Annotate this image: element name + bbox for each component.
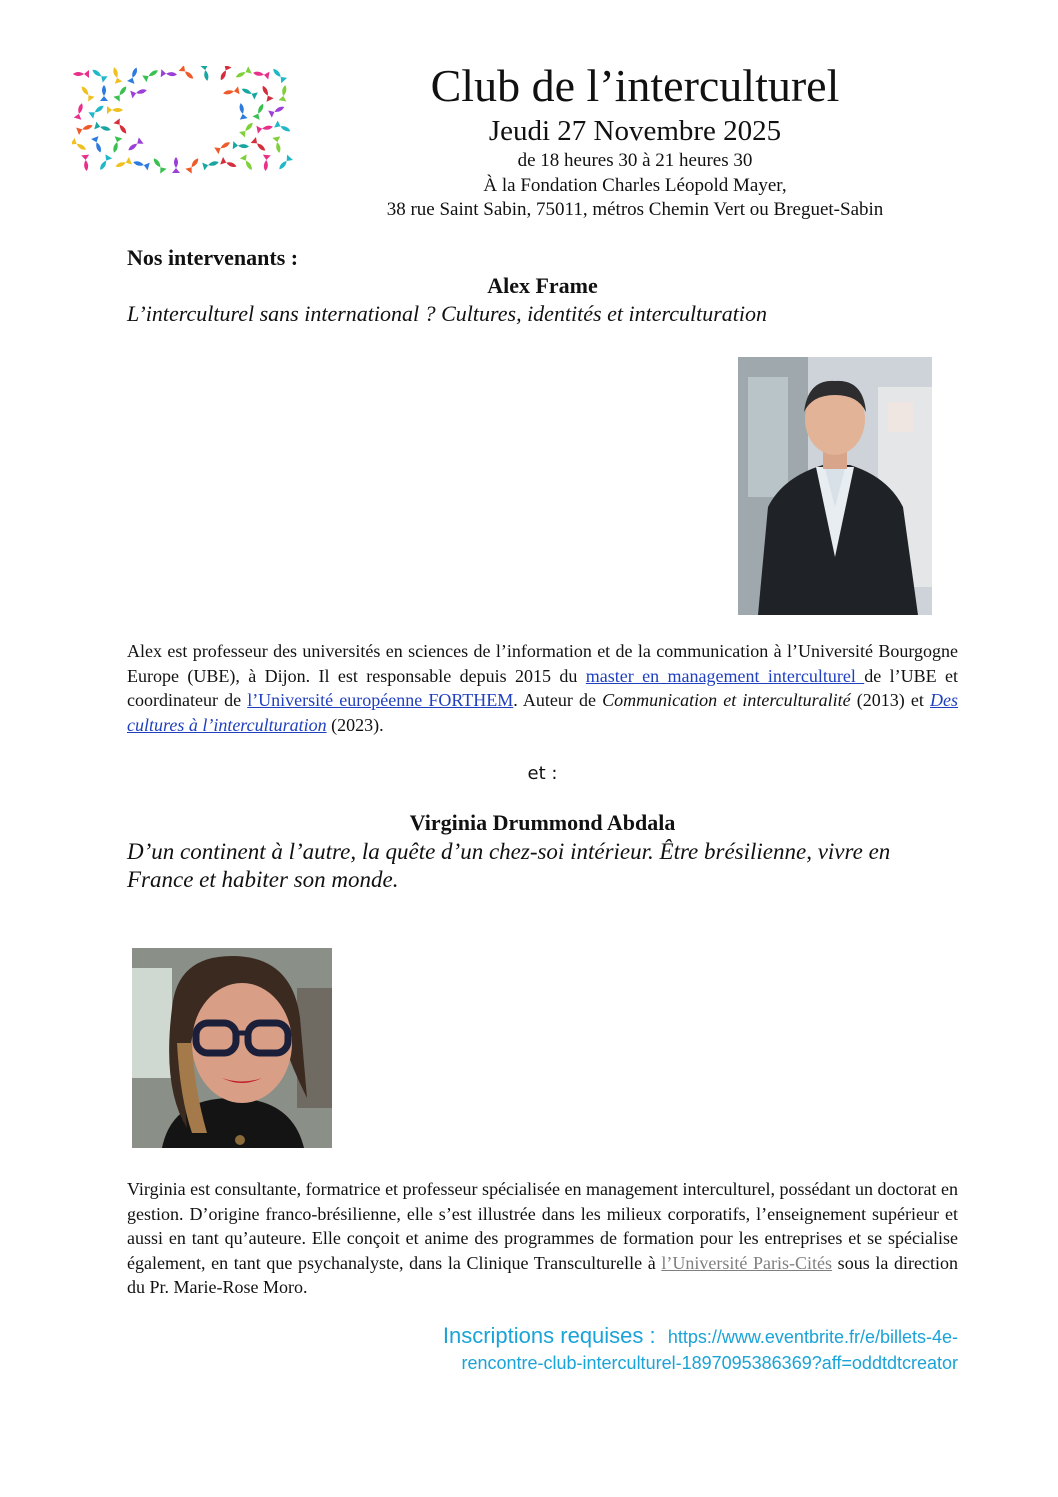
fish-shape	[268, 103, 286, 117]
fish-shape	[142, 67, 160, 82]
fish-shape	[256, 123, 273, 134]
page-title: Club de l’interculturel	[430, 60, 840, 111]
fish-shape	[76, 122, 94, 135]
fish-shape	[151, 156, 167, 174]
speaker1-photo	[738, 357, 932, 615]
registration-line1	[443, 1323, 958, 1349]
bio-text: sous la direction du Pr. Marie-Rose Moro.	[127, 1252, 958, 1297]
event-address: 38 rue Saint Sabin, 75011, métros Chemin Vert ou Breguet-Sabin	[386, 199, 884, 220]
fish-shape	[90, 67, 108, 83]
speaker1-bio	[127, 639, 958, 737]
fish-shape	[220, 157, 238, 170]
bio-text: Alex est professeur des universités en sciences de l’information et de la communication à l’Université Bourgogne Europe (UBE), à Dijon. Il est responsable depuis 2015 du	[127, 641, 958, 686]
bio-text: (2013) et	[850, 690, 931, 710]
fish-shape	[200, 66, 211, 82]
fish-shape	[222, 86, 239, 97]
fish-shape	[261, 155, 270, 172]
paris-cite-link[interactable]: l’Université Paris-Cités	[661, 1252, 833, 1273]
fish-shape	[179, 66, 196, 82]
fish-shape	[161, 69, 178, 78]
fish-shape	[88, 103, 106, 119]
fish-shape	[107, 106, 123, 114]
bio-text: Virginia est consultante, formatrice et professeur spécialisée en management interculturel, possédant un doctorat en gestion. D’origine franco-brésilienne, elle s’est illustrée dans les milieux corporatifs, l’enseignement supérieur et aussi en tant qu’auteure. Elle conçoit et anime des programmes de formation pour les entreprises et se spécialise également, en tant que psychanalyste, dans la Clinique Transculturelle à	[127, 1179, 958, 1273]
fish-shape	[79, 84, 95, 102]
separator: et :	[527, 763, 558, 784]
book-title: Communication et interculturalité	[602, 690, 851, 710]
fish-shape	[94, 122, 112, 134]
fish-shape	[259, 84, 273, 102]
fish-shape	[110, 136, 122, 154]
fish-shape	[172, 157, 180, 173]
fish-shape	[114, 157, 132, 170]
fish-shape	[127, 66, 140, 84]
book-link[interactable]: Des cultures à l’interculturation	[127, 690, 959, 735]
fish-shape	[130, 86, 148, 98]
fish-shape	[278, 84, 289, 101]
fish-shape	[252, 69, 269, 80]
event-date: Jeudi 27 Novembre 2025	[488, 115, 782, 147]
fish-shape	[239, 120, 256, 137]
registration-url-part2[interactable]: rencontre-club-interculturel-1897095386369?aff=oddtdtcreator	[461, 1353, 958, 1373]
fish-shape	[233, 141, 250, 150]
registration-url-part1[interactable]: https://www.eventbrite.fr/e/billets-4e-	[667, 1327, 958, 1347]
fish-shape	[234, 66, 252, 80]
fish-shape	[91, 136, 104, 154]
fish-shape	[214, 139, 232, 154]
fish-shape	[110, 66, 122, 84]
registration-label: Inscriptions requises :	[442, 1323, 656, 1348]
fish-shape	[240, 85, 258, 99]
forthem-link[interactable]: l’Université européenne FORTHEM	[247, 690, 514, 710]
speaker2-talk: D’un continent à l’autre, la quête d’un chez-soi intérieur. Être brésilienne, vivre en France et habiter son monde.	[127, 839, 891, 892]
fish-shape	[276, 155, 293, 172]
fish-shape	[132, 158, 150, 170]
fish-shape	[97, 154, 112, 172]
bio-text: de l’UBE et coordinateur de	[127, 665, 958, 710]
speaker2-name: Virginia Drummond Abdala	[409, 810, 676, 835]
fish-shape	[126, 137, 144, 153]
fish-shape	[251, 137, 268, 154]
section-title: Nos intervenants :	[127, 245, 299, 270]
speaker2-bio	[127, 1177, 958, 1300]
fish-shape	[74, 102, 86, 120]
bio-text: . Auteur de	[513, 690, 603, 710]
bio-text: (2023).	[326, 714, 384, 735]
fish-shape	[252, 102, 266, 120]
speaker1-name: Alex Frame	[487, 273, 598, 298]
fish-shape	[237, 102, 248, 119]
event-venue: À la Fondation Charles Léopold Mayer,	[483, 175, 787, 196]
fish-shape	[217, 66, 231, 82]
fish-shape	[113, 118, 129, 136]
fish-shape	[113, 84, 129, 102]
speaker1-talk: L’interculturel sans international ? Cultures, identités et interculturation	[127, 301, 767, 326]
fish-shape	[274, 120, 292, 134]
fish-shape	[72, 138, 88, 153]
fish-shape	[202, 158, 220, 170]
fish-shape	[272, 136, 283, 153]
master-link[interactable]: master en management interculturel	[585, 665, 865, 686]
event-time: de 18 heures 30 à 21 heures 30	[517, 150, 753, 171]
fish-shape	[185, 156, 201, 174]
logo-fish-pattern	[72, 66, 298, 178]
fish-shape	[100, 85, 108, 101]
speaker2-photo	[132, 948, 332, 1148]
fish-shape	[81, 155, 90, 172]
fish-shape	[73, 70, 89, 78]
fish-shape	[270, 66, 287, 83]
fish-shape	[240, 154, 255, 172]
